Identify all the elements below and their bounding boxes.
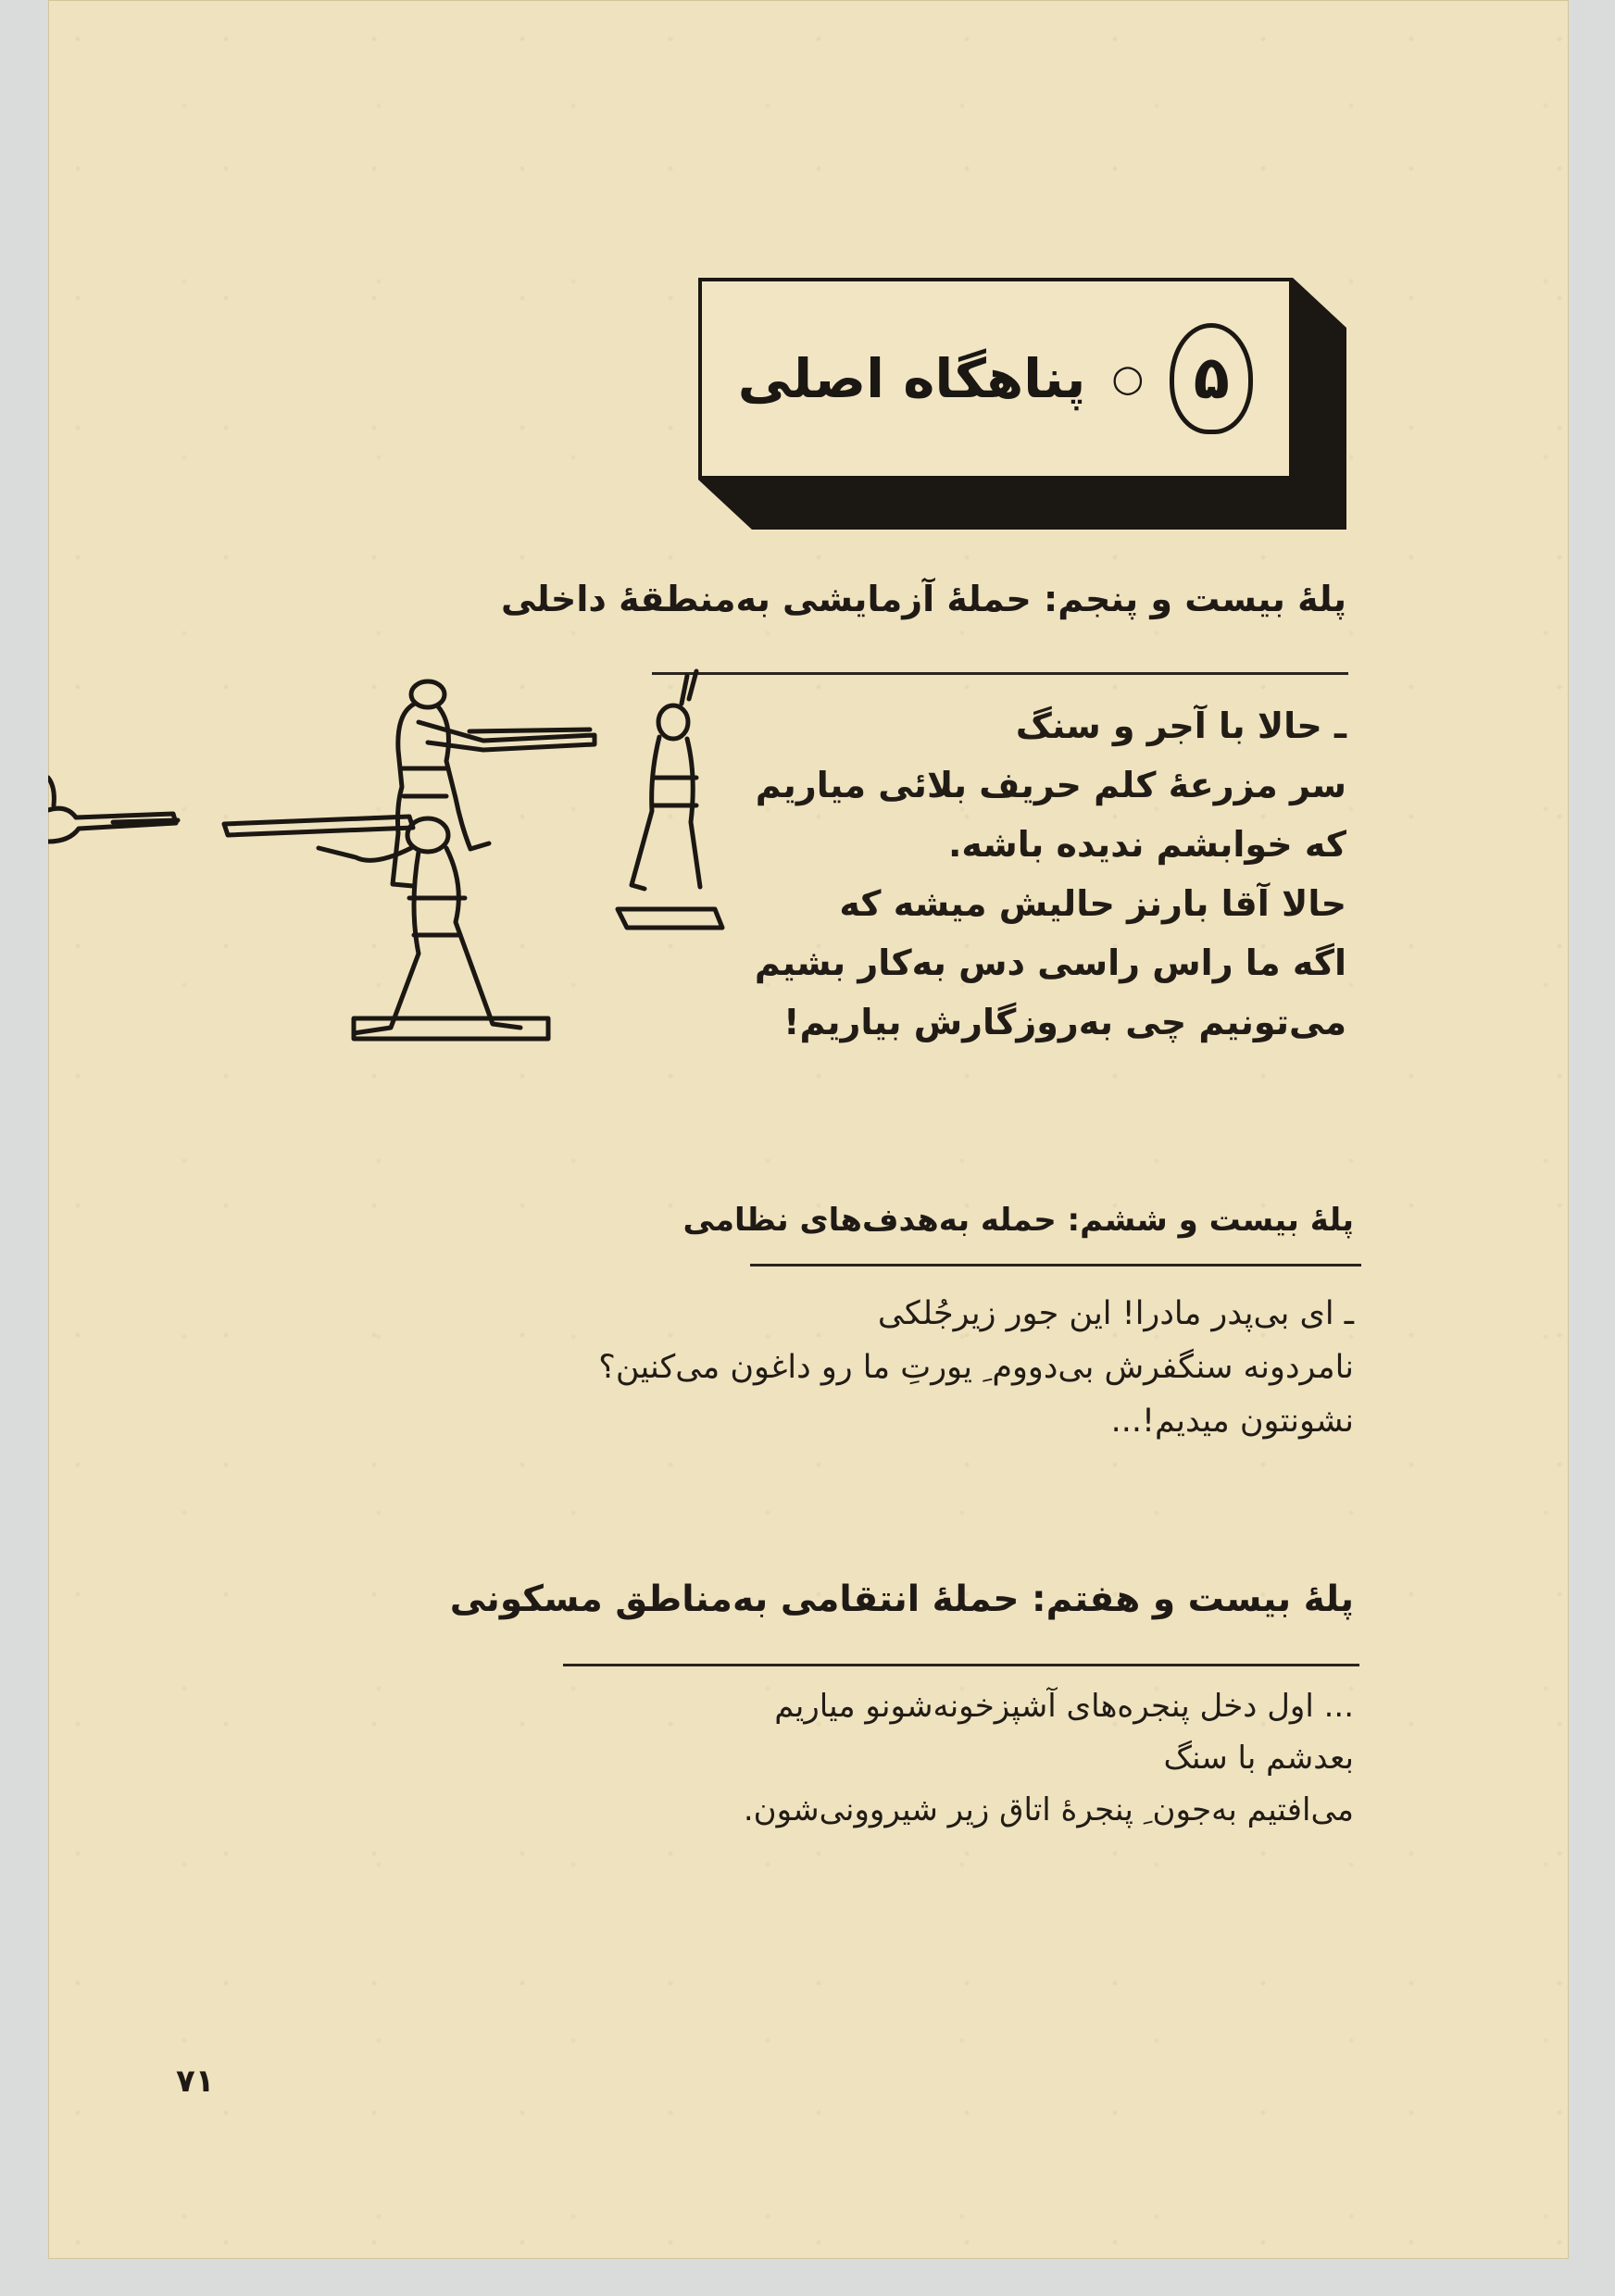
chapter-header: [698, 278, 1293, 480]
text-line: می‌افتیم به‌جون ِ پنجرهٔ اتاق زیر شیروونی‌شون.: [743, 1791, 1354, 1828]
text-line: اگه ما راس راسی دس به‌کار بشیم: [754, 942, 1346, 983]
text-line: ـ ای بی‌پدر مادرا! این جور زیرجُلکی: [877, 1295, 1354, 1332]
text-line: ـ حالا با آجر و سنگ: [1015, 705, 1346, 746]
section-body-25: [755, 696, 1346, 1052]
section-body-26: [598, 1287, 1354, 1448]
section-heading-27: پلهٔ بیست و هفتم: حملهٔ انتقامی به‌مناطق مسکونی: [449, 1578, 1354, 1620]
text-line: می‌تونیم چی به‌روزگارش بیاریم!: [783, 1002, 1346, 1042]
chapter-number: ۵: [1170, 323, 1253, 434]
toy-soldiers-illustration: [48, 667, 733, 1185]
soldier-figure-top: [393, 681, 595, 886]
chapter-separator-dot: ○: [1111, 357, 1145, 400]
text-line: سر مزرعهٔ کلم حریف بلائی میاریم: [755, 765, 1346, 805]
soldier-figure-middle: [224, 817, 548, 1039]
soldier-figure-left: [48, 778, 178, 842]
page-number: ۷۱: [176, 2063, 215, 2100]
text-line: حالا آقا بارنز حالیش میشه که: [839, 883, 1346, 924]
section-heading-25: پلهٔ بیست و پنجم: حملهٔ آزمایشی به‌منطقهٔ داخلی: [500, 579, 1346, 619]
section-divider: [750, 1264, 1361, 1267]
text-line: بعدشم با سنگ: [1163, 1740, 1354, 1777]
chapter-title: پناهگاه اصلی: [737, 347, 1086, 410]
section-divider: [652, 672, 1348, 675]
text-line: ... اول دخل پنجره‌های آشپزخونه‌شونو میاریم: [774, 1688, 1354, 1725]
text-line: نشونتون میدیم!...: [1110, 1403, 1354, 1440]
soldier-figure-right: [618, 671, 722, 928]
chapter-header-box: [698, 278, 1293, 480]
section-body-27: [744, 1680, 1354, 1836]
section-heading-26: پلهٔ بیست و ششم: حمله به‌هدف‌های نظامی: [682, 1202, 1354, 1239]
text-line: نامردونه سنگفرش بی‌دووم ِ یورتِ ما رو داغون می‌کنین؟: [598, 1349, 1354, 1386]
text-line: که خوابشم ندیده باشه.: [947, 824, 1346, 865]
section-divider: [563, 1664, 1359, 1666]
